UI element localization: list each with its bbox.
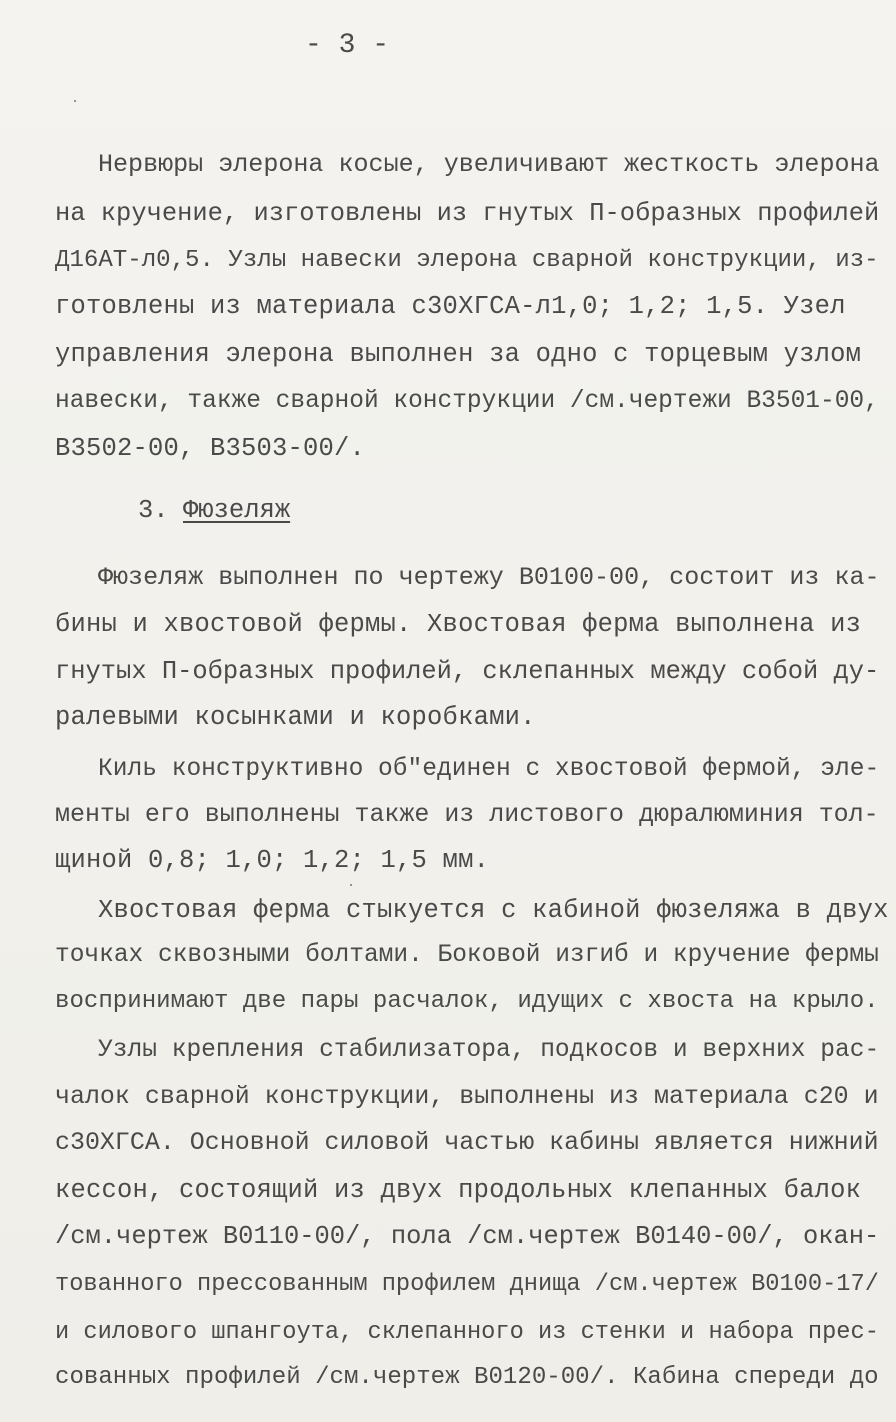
text-line: ралевыми косынками и коробками. xyxy=(55,703,536,732)
text-line: Киль конструктивно об"единен с хвостовой фермой, эле- xyxy=(98,756,880,783)
text-line: /см.чертеж В0110-00/, пола /см.чертеж В0140-00/, окан- xyxy=(55,1222,880,1251)
text-line: В3502-00, В3503-00/. xyxy=(55,434,366,463)
text-line: Узлы крепления стабилизатора, подкосов и верхних рас- xyxy=(98,1037,880,1064)
text-line: Фюзеляж выполнен по чертежу В0100-00, состоит из ка- xyxy=(98,563,880,592)
text-line: менты его выполнены также из листового дюралюминия тол- xyxy=(55,801,879,829)
text-line: воспринимают две пары расчалок, идущих с хвоста на крыло. xyxy=(55,988,879,1015)
text-line: тованного прессованным профилем днища /см.чертеж В0100-17/ xyxy=(55,1271,879,1298)
text-line: на кручение, изготовлены из гнутых П-образных профилей xyxy=(55,199,880,228)
text-line: щиной 0,8; 1,0; 1,2; 1,5 мм. xyxy=(55,846,490,875)
text-line: Д16АТ-л0,5. Узлы навески элерона сварной конструкции, из- xyxy=(55,247,879,274)
text-line: бины и хвостовой фермы. Хвостовая ферма выполнена из xyxy=(55,610,862,639)
section-title: Фюзеляж xyxy=(183,496,291,525)
section-number: 3. xyxy=(138,496,169,525)
text-line: точках сквозными болтами. Боковой изгиб и кручение фермы xyxy=(55,942,879,969)
text-line: Нервюры элерона косые, увеличивают жесткость элерона xyxy=(98,150,880,179)
text-line: управления элерона выполнен за одно с торцевым узлом xyxy=(55,340,862,369)
text-line: навески, также сварной конструкции /см.чертежи В3501-00, xyxy=(55,388,879,415)
text-line: с30ХГСА. Основной силовой частью кабины является нижний xyxy=(55,1129,879,1157)
text-line: Хвостовая ферма стыкуется с кабиной фюзеляжа в двух xyxy=(98,896,889,925)
text-line: кессон, состоящий из двух продольных клепанных балок xyxy=(55,1176,862,1205)
paper-speck xyxy=(74,100,76,102)
text-line: гнутых П-образных профилей, склепанных между собой ду- xyxy=(55,657,880,686)
text-line: и силового шпангоута, склепанного из стенки и набора прес- xyxy=(55,1319,879,1346)
paper-speck xyxy=(350,884,352,886)
text-line: готовлены из материала с30ХГСА-л1,0; 1,2; 1,5. Узел xyxy=(55,292,846,321)
page-number: - 3 - xyxy=(305,30,390,61)
text-line: сованных профилей /см.чертеж В0120-00/. Кабина спереди до xyxy=(55,1364,879,1391)
text-line: чалок сварной конструкции, выполнены из материала с20 и xyxy=(55,1083,879,1111)
